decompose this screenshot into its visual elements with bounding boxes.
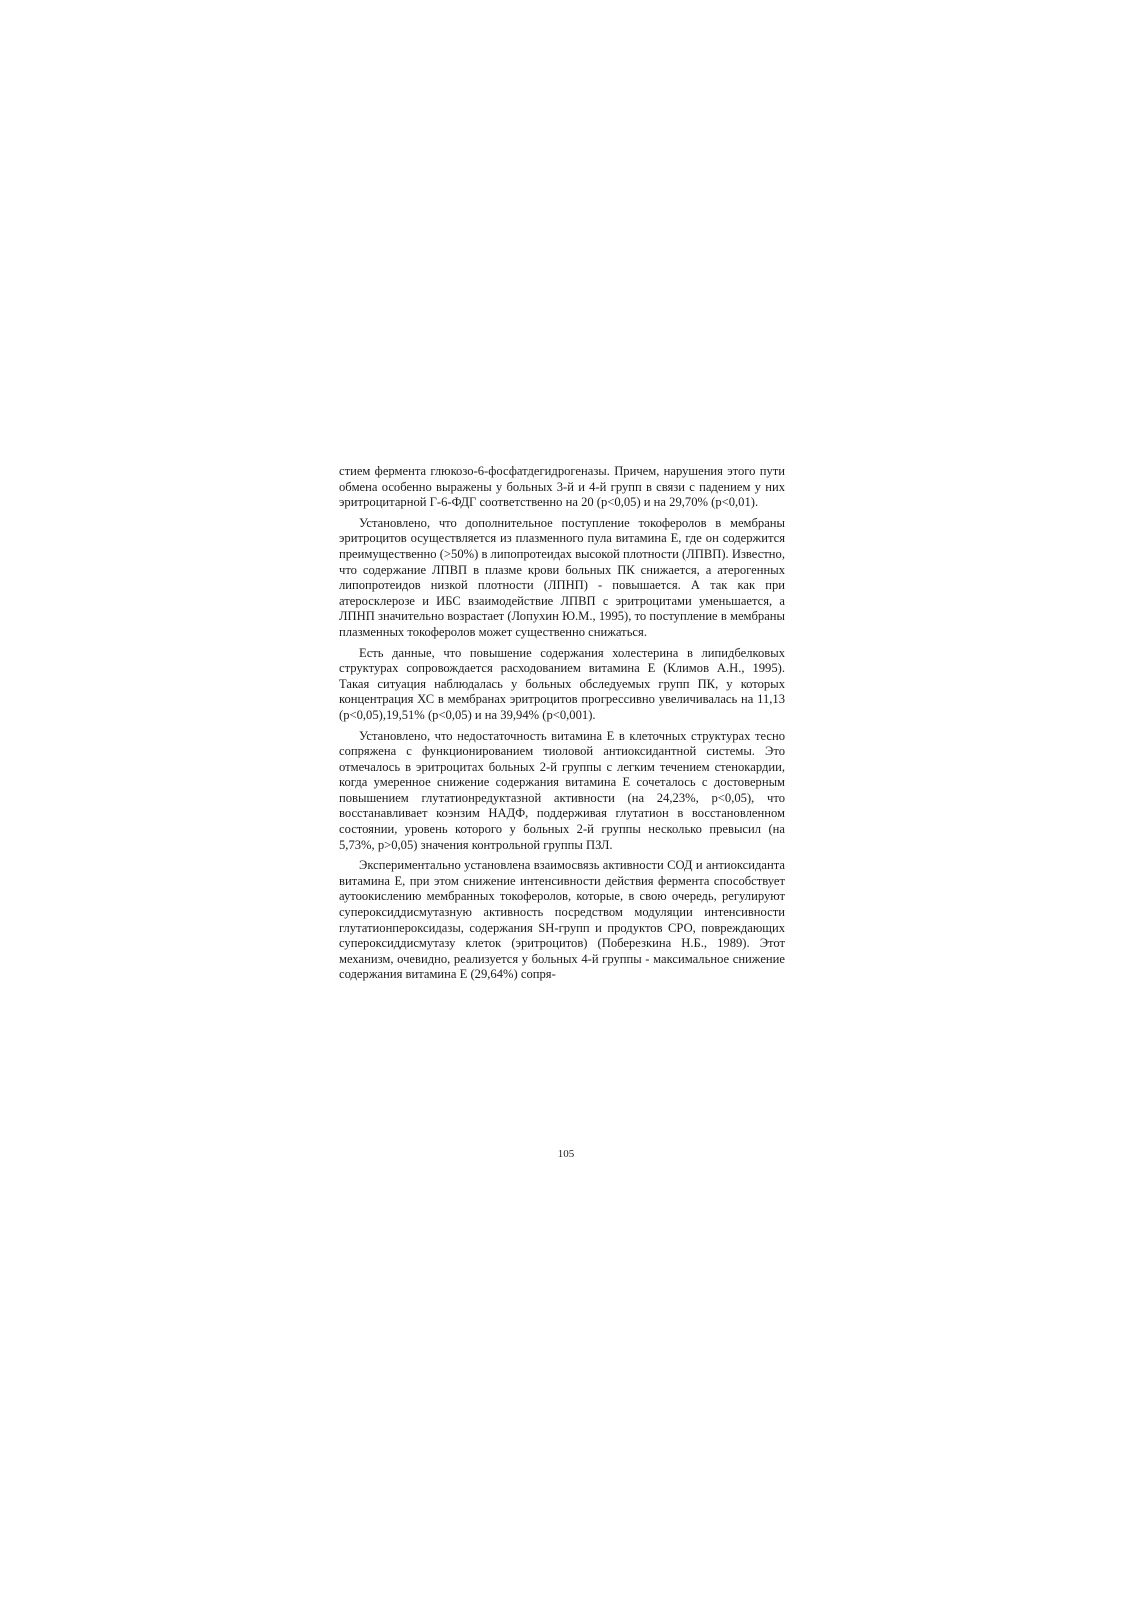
page-number: 105 bbox=[557, 1148, 575, 1160]
paragraph: Установлено, что дополнительное поступление токоферолов в мембраны эритроцитов осуществляется из плазменного пула витамина Е, где он содержится преимущественно (>50%) в липопротеидах высокой плотности (ЛПВП). Известно, что содержание ЛПВП в плазме крови больных ПК снижается, а атерогенных липопротеидов низкой плотности (ЛПНП) - повышается. А так как при атеросклерозе и ИБС взаимодействие ЛПВП с эритроцитами уменьшается, а ЛПНП значительно возрастает (Лопухин Ю.М., 1995), то поступление в мембраны плазменных токоферолов может существенно снижаться. bbox=[339, 515, 785, 639]
paragraph: Установлено, что недостаточность витамина Е в клеточных структурах тесно сопряжена с функционированием тиоловой антиоксидантной системы. Это отмечалось в эритроцитах больных 2-й группы с легким течением стенокардии, когда умеренное снижение содержания витамина Е сочеталось с достоверным повышением глутатионредуктазной активности (на 24,23%, р<0,05), что восстанавливает коэнзим НАДФ, поддерживая глутатион в восстановленном состоянии, уровень которого у больных 2-й группы несколько превысил (на 5,73%, р>0,05) значения контрольной группы ПЗЛ. bbox=[339, 728, 785, 852]
paragraph: Есть данные, что повышение содержания холестерина в липидбелковых структурах сопровождается расходованием витамина Е (Климов А.Н., 1995). Такая ситуация наблюдалась у больных обследуемых групп ПК, у которых концентрация ХС в мембранах эритроцитов прогрессивно увеличивалась на 11,13 (р<0,05),19,51% (р<0,05) и на 39,94% (р<0,001). bbox=[339, 645, 785, 722]
paragraph: стием фермента глюкозо-6-фосфатдегидрогеназы. Причем, нарушения этого пути обмена особенно выражены у больных 3-й и 4-й групп в связи с падением у них эритроцитарной Г-6-ФДГ соответственно на 20 (р<0,05) и на 29,70% (р<0,01). bbox=[339, 464, 785, 510]
body-text bbox=[339, 464, 785, 983]
paragraph: Экспериментально установлена взаимосвязь активности СОД и антиоксиданта витамина Е, при этом снижение интенсивности действия фермента способствует аутоокислению мембранных токоферолов, которые, в свою очередь, регулируют супероксиддисмутазную активность посредством модуляции интенсивности глутатионпероксидазы, содержания SH-групп и продуктов СРО, повреждающих супероксиддисмутазу клеток (эритроцитов) (Поберезкина Н.Б., 1989). Этот механизм, очевидно, реализуется у больных 4-й группы - максимальное снижение содержания витамина Е (29,64%) сопря- bbox=[339, 858, 785, 982]
